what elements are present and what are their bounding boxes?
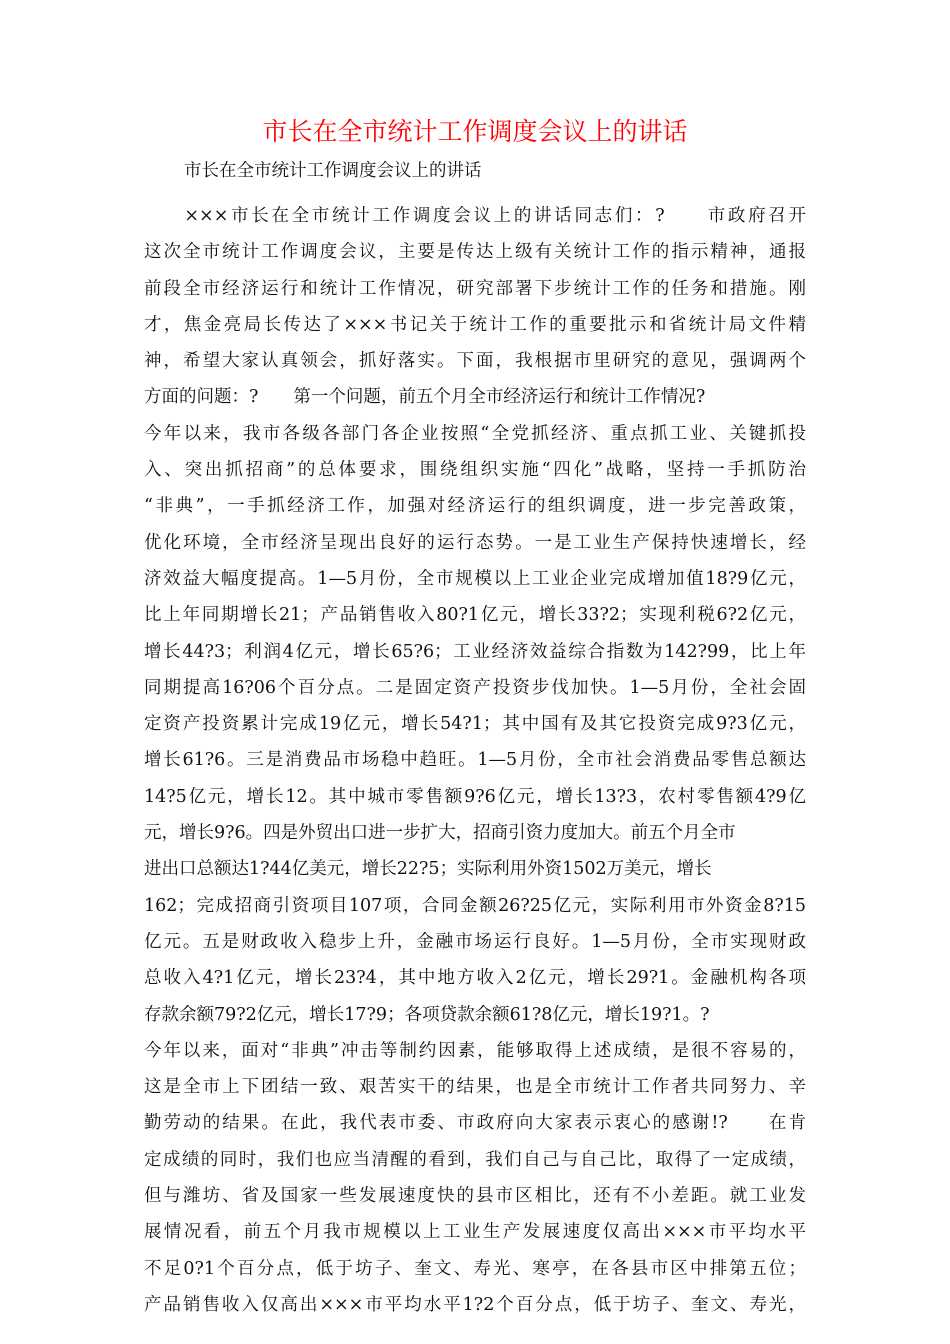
body-line: 存款余额79?2亿元，增长17?9；各项贷款余额61?8亿元，增长19?1。? [144,1004,710,1025]
document-title: 市长在全市统计工作调度会议上的讲话 [262,117,688,146]
body-line: 增长61?6。三是消费品市场稳中趋旺。1—5月份，全市社会消费品零售总额达 [144,750,806,771]
body-line: 元，增长9?6。四是外贸出口进一步扩大，招商引资力度加大。前五个月全市 [144,823,736,844]
body-line: 今年以来，面对“非典”冲击等制约因素，能够取得上述成绩，是很不容易的， [144,1040,806,1061]
document-body [144,198,806,1323]
body-line: 亿元。五是财政收入稳步上升，金融市场运行良好。1—5月份，全市实现财政 [144,931,806,952]
body-line: ×××市长在全市统计工作调度会议上的讲话同志们：? 市政府召开 [144,206,806,226]
body-line: 增长44?3；利润4亿元，增长65?6；工业经济效益综合指数为142?99，比上年 [144,641,806,662]
body-line: 这是全市上下团结一致、艰苦实干的结果，也是全市统计工作者共同努力、辛 [144,1077,806,1098]
body-line: 前段全市经济运行和统计工作情况，研究部署下步统计工作的任务和措施。刚 [144,278,806,299]
body-line: 但与潍坊、省及国家一些发展速度快的县市区相比，还有不小差距。就工业发 [144,1186,806,1207]
body-line: 比上年同期增长21；产品销售收入80?1亿元，增长33?2；实现利税6?2亿元， [144,605,806,626]
document-subtitle: 市长在全市统计工作调度会议上的讲话 [184,161,482,181]
body-line: 优化环境，全市经济呈现出良好的运行态势。一是工业生产保持快速增长，经 [144,532,806,553]
body-line: 今年以来，我市各级各部门各企业按照“全党抓经济、重点抓工业、关键抓投 [144,423,806,444]
body-line: 神，希望大家认真领会，抓好落实。下面，我根据市里研究的意见，强调两个 [144,351,806,372]
body-line: 产品销售收入仅高出×××市平均水平1?2个百分点，低于坊子、奎文、寿光， [144,1294,806,1315]
body-line: 展情况看，前五个月我市规模以上工业生产发展速度仅高出×××市平均水平 [144,1222,806,1243]
body-line: 入、突出抓招商”的总体要求，围绕组织实施“四化”战略，坚持一手抓防治 [144,460,806,481]
body-line: 才，焦金亮局长传达了×××书记关于统计工作的重要批示和省统计局文件精 [144,314,806,335]
body-line: 定资产投资累计完成19亿元，增长54?1；其中国有及其它投资完成9?3亿元， [144,714,806,735]
body-line: 14?5亿元，增长12。其中城市零售额9?6亿元，增长13?3，农村零售额4?9亿 [144,786,806,807]
body-line: 总收入4?1亿元，增长23?4，其中地方收入2亿元，增长29?1。金融机构各项 [144,968,806,989]
body-line: 不足0?1个百分点，低于坊子、奎文、寿光、寒亭，在各县市区中排第五位； [144,1258,806,1279]
body-line: 进出口总额达1?44亿美元，增长22?5；实际利用外资1502万美元，增长 [144,859,712,880]
body-line: 162；完成招商引资项目107项，合同金额26?25亿元，实际利用市外资金8?15 [144,895,806,916]
body-line: 勤劳动的结果。在此，我代表市委、市政府向大家表示衷心的感谢!? 在肯 [144,1113,806,1134]
body-line: 定成绩的同时，我们也应当清醒的看到，我们自己与自己比，取得了一定成绩， [144,1149,806,1170]
body-line: 同期提高16?06个百分点。二是固定资产投资步伐加快。1—5月份，全社会固 [144,677,806,698]
body-line: 这次全市统计工作调度会议，主要是传达上级有关统计工作的指示精神，通报 [144,242,806,263]
body-line: 济效益大幅度提高。1—5月份，全市规模以上工业企业完成增加值18?9亿元， [144,568,806,589]
body-line: “非典”，一手抓经济工作，加强对经济运行的组织调度，进一步完善政策， [144,496,806,517]
body-line: 方面的问题：? 第一个问题，前五个月全市经济运行和统计工作情况? [144,387,706,408]
